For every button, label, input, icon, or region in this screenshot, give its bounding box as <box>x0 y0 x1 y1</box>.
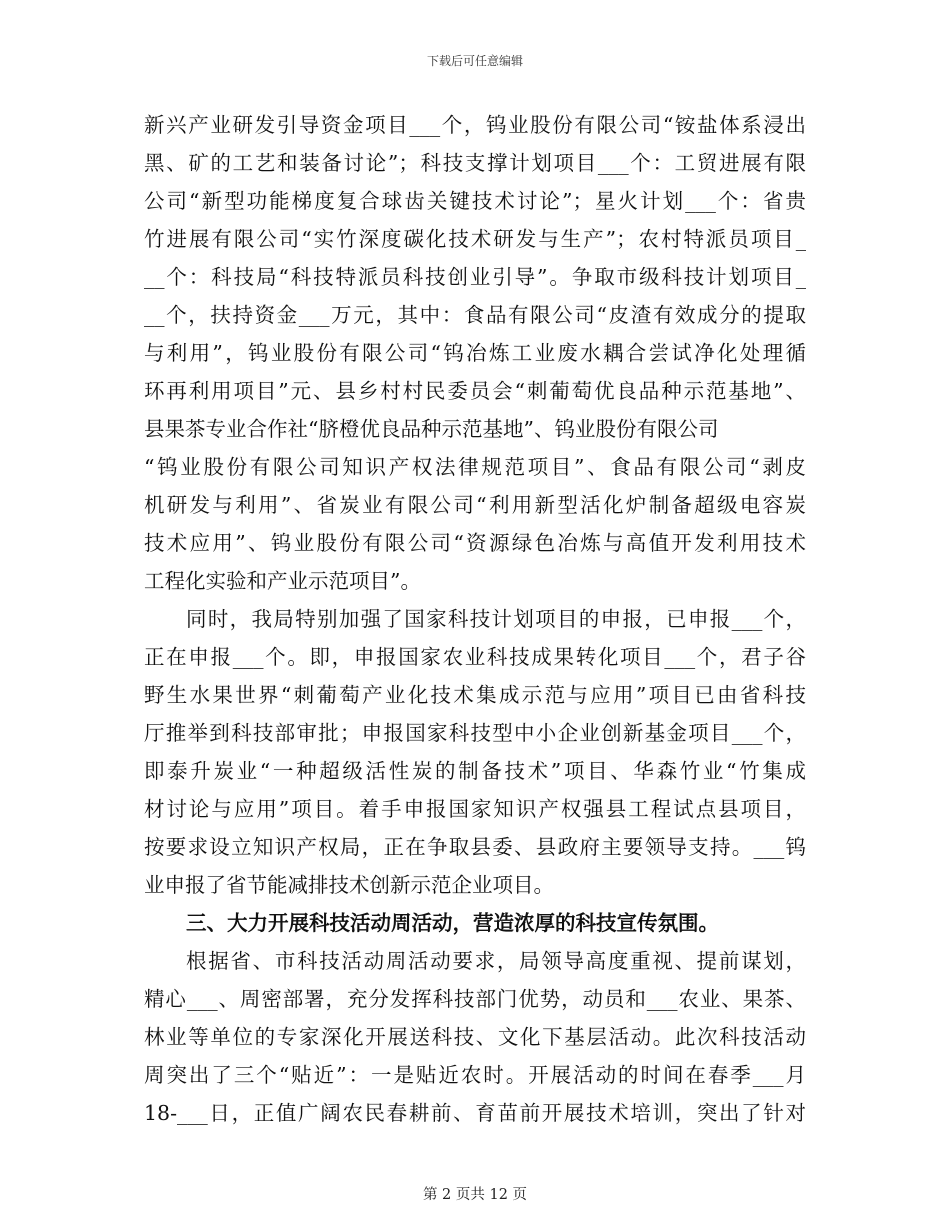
text-line: 县果茶专业合作社“脐橙优良品种示范基地”、钨业股份有限公司 <box>144 417 719 441</box>
text-line: “钨业股份有限公司知识产权法律规范项目”、食品有限公司“剥皮 <box>144 455 806 479</box>
text-line: 公司“新型功能梯度复合球齿关键技术讨论”；星火计划___个：省贵 <box>144 189 806 213</box>
text-line: 环再利用项目”元、县乡村村民委员会“刺葡萄优良品种示范基地”、 <box>144 379 806 403</box>
paragraph-first-line: 同时，我局特别加强了国家科技计划项目的申报，已申报___个， <box>186 607 806 631</box>
text-line: 周突出了三个“贴近”：一是贴近农时。开展活动的时间在春季___月 <box>144 1063 806 1087</box>
text-line: 林业等单位的专家深化开展送科技、文化下基层活动。此次科技活动 <box>144 1025 806 1049</box>
text-line: 正在申报___个。即，申报国家农业科技成果转化项目___个，君子谷 <box>144 645 806 669</box>
document-body <box>144 113 806 1139</box>
text-line: 按要求设立知识产权局，正在争取县委、县政府主要领导支持。___钨 <box>144 835 806 859</box>
text-line: 精心___、周密部署，充分发挥科技部门优势，动员和___农业、果茶、 <box>144 987 806 1011</box>
section-heading: 三、大力开展科技活动周活动，营造浓厚的科技宣传氛围。 <box>186 911 719 935</box>
text-line: 即泰升炭业“一种超级活性炭的制备技术”项目、华森竹业“竹集成 <box>144 759 806 783</box>
text-line: 与利用”，钨业股份有限公司“钨冶炼工业废水耦合尝试净化处理循 <box>144 341 806 365</box>
page-header: 下载后可任意编辑 <box>426 54 523 68</box>
text-line: 工程化实验和产业示范项目”。 <box>144 569 421 593</box>
text-line: 技术应用”、钨业股份有限公司“资源绿色冶炼与高值开发利用技术 <box>144 531 806 555</box>
text-line: 厅推举到科技部审批；申报国家科技型中小企业创新基金项目___个， <box>144 721 806 745</box>
text-line: 业申报了省节能减排技术创新示范企业项目。 <box>144 873 554 897</box>
text-line: 竹进展有限公司“实竹深度碳化技术研发与生产”；农村特派员项目_ <box>144 227 806 251</box>
text-line: 机研发与利用”、省炭业有限公司“利用新型活化炉制备超级电容炭 <box>144 493 806 517</box>
text-line: 黑、矿的工艺和装备讨论”；科技支撑计划项目___个：工贸进展有限 <box>144 151 806 175</box>
page-footer: 第 2 页共 12 页 <box>422 1187 528 1203</box>
text-line: __个，扶持资金___万元，其中：食品有限公司“皮渣有效成分的提取 <box>144 303 806 327</box>
text-line: 18-___日，正值广阔农民春耕前、育苗前开展技术培训，突出了针对 <box>144 1101 806 1125</box>
text-line: 材讨论与应用”项目。着手申报国家知识产权强县工程试点县项目， <box>144 797 806 821</box>
text-line: 野生水果世界“刺葡萄产业化技术集成示范与应用”项目已由省科技 <box>144 683 806 707</box>
paragraph-first-line: 根据省、市科技活动周活动要求，局领导高度重视、提前谋划， <box>186 949 806 973</box>
text-line: __个：科技局“科技特派员科技创业引导”。争取市级科技计划项目_ <box>144 265 806 289</box>
text-line: 新兴产业研发引导资金项目___个，钨业股份有限公司“铵盐体系浸出 <box>144 113 806 137</box>
